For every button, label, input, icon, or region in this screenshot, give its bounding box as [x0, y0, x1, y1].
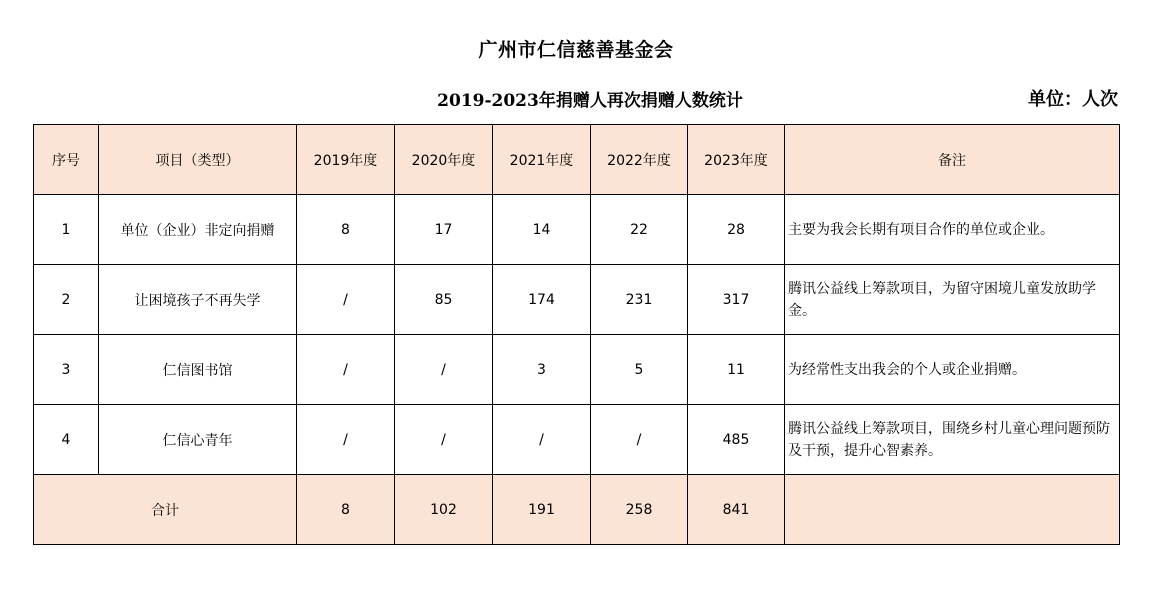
total-2019: 8: [297, 475, 395, 545]
column-header-2023: 2023年度: [688, 125, 785, 195]
column-header-2022: 2022年度: [591, 125, 688, 195]
cell-2022: 22: [591, 195, 688, 265]
cell-2021: 3: [493, 335, 591, 405]
cell-note: 腾讯公益线上筹款项目，为留守困境儿童发放助学金。: [785, 265, 1120, 335]
table-row: [34, 405, 1120, 475]
total-2020: 102: [395, 475, 493, 545]
cell-note: 为经常性支出我会的个人或企业捐赠。: [785, 335, 1120, 405]
column-header-2021: 2021年度: [493, 125, 591, 195]
cell-2021: /: [493, 405, 591, 475]
cell-2019: /: [297, 405, 395, 475]
cell-2019: 8: [297, 195, 395, 265]
donation-stats-table: [33, 124, 1120, 545]
organization-title: 广州市仁信慈善基金会: [478, 39, 674, 61]
cell-index: 2: [34, 265, 99, 335]
table-row: [34, 195, 1120, 265]
cell-2019: /: [297, 335, 395, 405]
total-label: 合计: [34, 475, 297, 545]
table-header-row: [34, 125, 1120, 195]
total-row: [34, 475, 1120, 545]
cell-2022: 231: [591, 265, 688, 335]
total-2021: 191: [493, 475, 591, 545]
cell-2021: 14: [493, 195, 591, 265]
cell-project: 单位（企业）非定向捐赠: [99, 195, 297, 265]
column-header-2019: 2019年度: [297, 125, 395, 195]
table-row: [34, 335, 1120, 405]
unit-label: 单位：人次: [1028, 89, 1118, 110]
cell-2020: 17: [395, 195, 493, 265]
cell-project: 仁信心青年: [99, 405, 297, 475]
total-note: [785, 475, 1120, 545]
table-row: [34, 265, 1120, 335]
cell-2023: 485: [688, 405, 785, 475]
column-header-project: 项目（类型）: [99, 125, 297, 195]
cell-2020: /: [395, 405, 493, 475]
cell-2022: 5: [591, 335, 688, 405]
cell-note: 主要为我会长期有项目合作的单位或企业。: [785, 195, 1120, 265]
column-header-notes: 备注: [785, 125, 1120, 195]
cell-project: 让困境孩子不再失学: [99, 265, 297, 335]
total-2023: 841: [688, 475, 785, 545]
column-header-2020: 2020年度: [395, 125, 493, 195]
report-title: 2019-2023年捐赠人再次捐赠人数统计: [437, 91, 743, 111]
cell-2022: /: [591, 405, 688, 475]
total-2022: 258: [591, 475, 688, 545]
cell-index: 4: [34, 405, 99, 475]
cell-2023: 11: [688, 335, 785, 405]
cell-project: 仁信图书馆: [99, 335, 297, 405]
column-header-index: 序号: [34, 125, 99, 195]
cell-2023: 28: [688, 195, 785, 265]
cell-index: 1: [34, 195, 99, 265]
cell-note: 腾讯公益线上筹款项目，围绕乡村儿童心理问题预防及干预，提升心智素养。: [785, 405, 1120, 475]
cell-2020: 85: [395, 265, 493, 335]
cell-2023: 317: [688, 265, 785, 335]
cell-2019: /: [297, 265, 395, 335]
cell-2020: /: [395, 335, 493, 405]
cell-2021: 174: [493, 265, 591, 335]
cell-index: 3: [34, 335, 99, 405]
